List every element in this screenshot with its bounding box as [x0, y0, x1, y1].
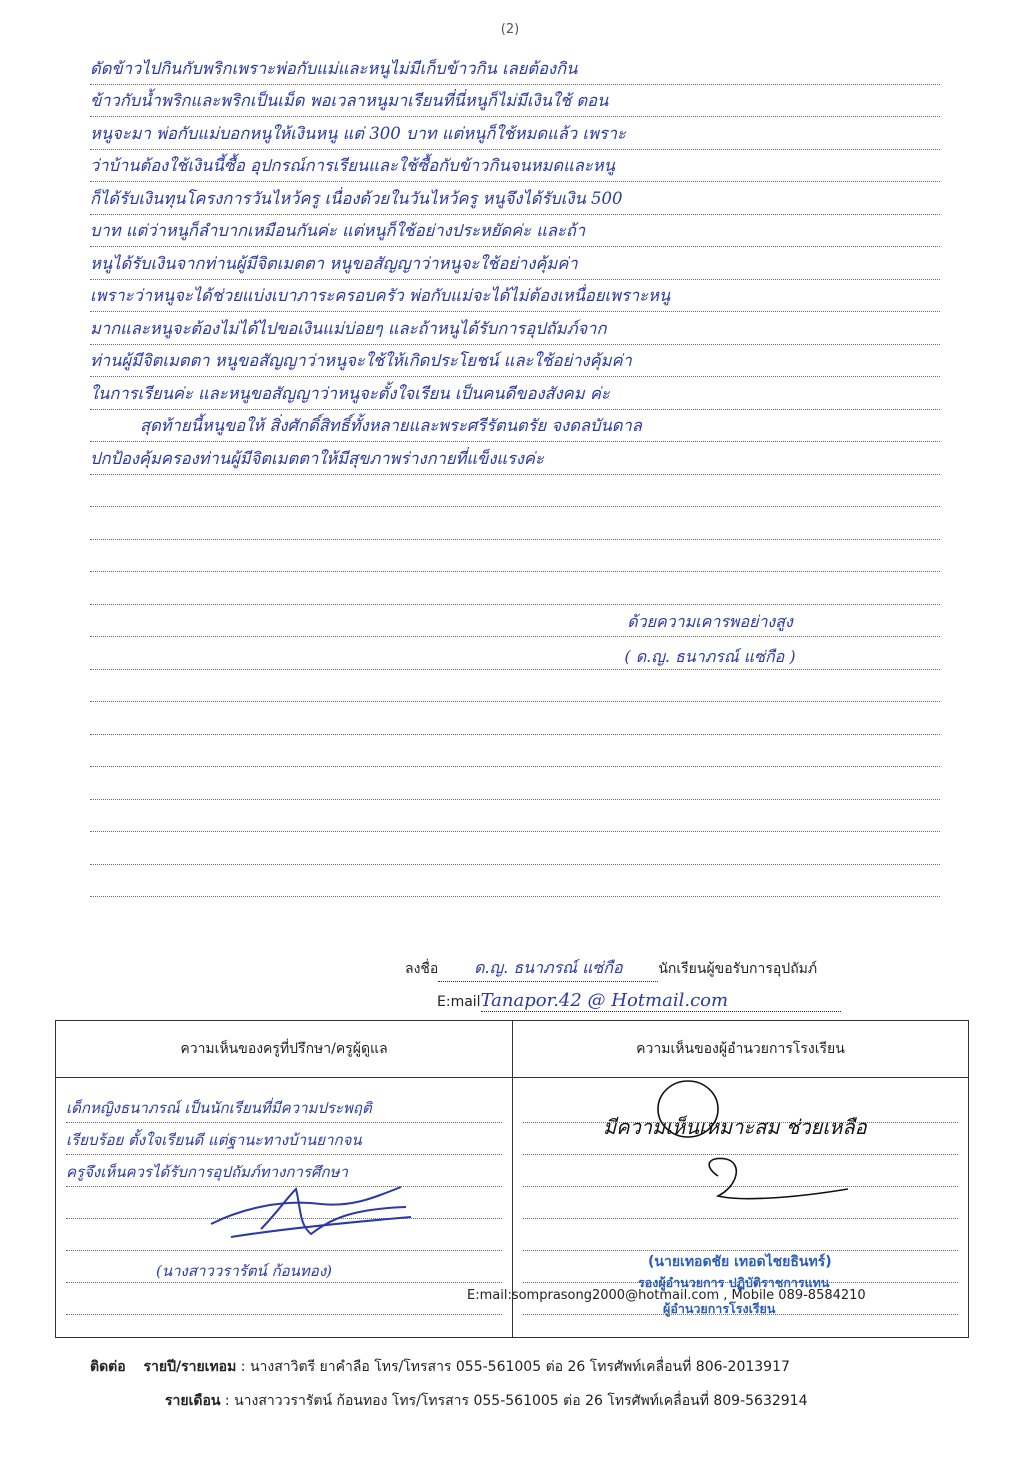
letter-line-text: บาท แต่ว่าหนูก็ลำบากเหมือนกันค่ะ แต่หนูก็ใช้อย่างประหยัดค่ะ และถ้า: [90, 221, 586, 240]
student-email-row: [437, 990, 857, 1012]
contact-type-2: รายเดือน: [165, 1393, 221, 1409]
teacher-opinion-line-text: ครูจึงเห็นควรได้รับการอุปถัมภ์ทางการศึกษา: [66, 1163, 348, 1181]
email-label: E:mail: [437, 994, 481, 1010]
letter-line-text: หนูจะมา พ่อกับแม่บอกหนูให้เงินหนู แต่ 300 บาท แต่หนูก็ใช้หมดแล้ว เพราะ: [90, 123, 626, 143]
letter-line: [90, 442, 940, 475]
letter-line: [90, 572, 940, 605]
letter-line-text: ท่านผู้มีจิตเมตตา หนูขอสัญญาว่าหนูจะใช้ให้เกิดประโยชน์ และใช้อย่างคุ้มค่า: [90, 351, 632, 370]
letter-line: [90, 735, 940, 768]
director-opinion-header: ความเห็นของผู้อำนวยการโรงเรียน: [513, 1021, 968, 1078]
teacher-name: (นางสาววรารัตน์ ก้อนทอง): [156, 1262, 332, 1280]
contact-type-1: รายปี/รายเทอม: [143, 1359, 237, 1375]
director-signature-graphic: [648, 1071, 968, 1221]
signature-prefix: ลงชื่อ: [405, 961, 439, 977]
letter-line: [90, 150, 940, 183]
teacher-opinion-line: [66, 1123, 502, 1155]
letter-line: [90, 865, 940, 898]
director-email-mobile: E:mail:somprasong2000@hotmail.com , Mobile 089-8584210: [467, 1288, 866, 1303]
teacher-opinion-line-text: เรียบร้อย ตั้งใจเรียนดี แต่ฐานะทางบ้านยากจน: [66, 1131, 362, 1149]
closing-salutation: ด้วยความเคารพอย่างสูง: [627, 612, 793, 631]
letter-body: [90, 52, 940, 897]
teacher-opinion-line: [66, 1283, 502, 1315]
letter-line: [90, 345, 940, 378]
letter-line: [90, 507, 940, 540]
letter-line-text: ในการเรียนค่ะ และหนูขอสัญญาว่าหนูจะตั้งใจเรียน เป็นคนดีของสังคม ค่ะ: [90, 383, 610, 403]
letter-line: [90, 52, 940, 85]
teacher-signature-graphic: [201, 1179, 421, 1249]
contact-label: ติดต่อ: [90, 1359, 126, 1375]
contact-detail-1: : นางสาวิตรี ยาคำลือ โทร/โทรสาร 055-561005 ต่อ 26 โทรศัพท์เคลื่อนที่ 806-2013917: [240, 1359, 790, 1375]
letter-line-text: ดัดข้าวไปกินกับพริกเพราะพ่อกับแม่และหนูไม่มีเก็บข้าวกิน เลยต้องกิน: [90, 58, 578, 78]
letter-line-text: หนูได้รับเงินจากท่านผู้มีจิตเมตตา หนูขอสัญญาว่าหนูจะใช้อย่างคุ้มค่า: [90, 253, 578, 273]
teacher-opinion-line: [66, 1091, 502, 1123]
director-stamp-title-1: รองผู้อำนวยการ ปฏิบัติราชการแทน: [638, 1275, 830, 1290]
contact-row-1: [90, 1356, 790, 1378]
director-handwritten-opinion: มีความเห็นเหมาะสม ช่วยเหลือ: [603, 1115, 867, 1139]
letter-line-text: ข้าวกับน้ำพริกและพริกเป็นเม็ด พอเวลาหนูมาเรียนที่นี่หนูก็ไม่มีเงินใช้ ตอน: [90, 91, 609, 110]
letter-line: [90, 280, 940, 313]
letter-line: [90, 215, 940, 248]
director-stamp-name: (นายเทอดชัย เทอดไชยธินทร์): [648, 1254, 832, 1270]
director-stamp-title-2: ผู้อำนวยการโรงเรียน: [663, 1301, 776, 1316]
signature-suffix: นักเรียนผู้ขอรับการอุปถัมภ์: [658, 961, 818, 977]
letter-line: [90, 312, 940, 345]
contact-row-2: [165, 1390, 808, 1412]
letter-line-text: มากและหนูจะต้องไม่ได้ไปขอเงินแม่บ่อยๆ และถ้าหนูได้รับการอุปถัมภ์จาก: [90, 318, 607, 338]
letter-line: [90, 475, 940, 508]
letter-line: [90, 182, 940, 215]
letter-line-text: ว่าบ้านต้องใช้เงินนี้ซื้อ อุปกรณ์การเรียนและใช้ซื้อกับข้าวกินจนหมดและหนู: [90, 156, 615, 175]
student-signature-row: [405, 956, 965, 982]
teacher-opinion-line-text: เด็กหญิงธนาภรณ์ เป็นนักเรียนที่มีความประพฤติ: [66, 1099, 372, 1117]
letter-line: [90, 540, 940, 573]
letter-line: [90, 85, 940, 118]
closing-block: [560, 610, 860, 680]
letter-line: [90, 832, 940, 865]
teacher-opinion-column: [56, 1021, 513, 1337]
page-number: (2): [500, 22, 520, 37]
letter-line: [90, 410, 940, 443]
contact-detail-2: : นางสาววรารัตน์ ก้อนทอง โทร/โทรสาร 055-561005 ต่อ 26 โทรศัพท์เคลื่อนที่ 809-5632914: [224, 1393, 808, 1409]
letter-line-text: ปกป้องคุ้มครองท่านผู้มีจิตเมตตาให้มีสุขภาพร่างกายที่แข็งแรงค่ะ: [90, 448, 544, 468]
letter-line-text: ก็ได้รับเงินทุนโครงการวันไหว้ครู เนื่องด้วยในวันไหว้ครู หนูจึงได้รับเงิน 500: [90, 188, 623, 208]
letter-line: [90, 702, 940, 735]
letter-line: [90, 767, 940, 800]
teacher-opinion-header: ความเห็นของครูที่ปรึกษา/ครูผู้ดูแล: [56, 1021, 512, 1078]
letter-line-text: สุดท้ายนี้หนูขอให้ สิ่งศักดิ์สิทธิ์ทั้งหลายและพระศรีรัตนตรัย จงดลบันดาล: [140, 416, 642, 435]
letter-line: [90, 247, 940, 280]
letter-line-text: เพราะว่าหนูจะได้ช่วยแบ่งเบาภาระครอบครัว พ่อกับแม่จะได้ไม่ต้องเหนื่อยเพราะหนู: [90, 286, 671, 305]
student-signature-name: ด.ญ. ธนาภรณ์ แซ่กือ: [438, 956, 658, 982]
student-email: Tanapor.42 @ Hotmail.com: [481, 990, 841, 1012]
letter-line: [90, 117, 940, 150]
letter-line: [90, 377, 940, 410]
closing-name: ( ด.ญ. ธนาภรณ์ แซ่กือ ): [624, 647, 796, 666]
letter-line: [90, 800, 940, 833]
